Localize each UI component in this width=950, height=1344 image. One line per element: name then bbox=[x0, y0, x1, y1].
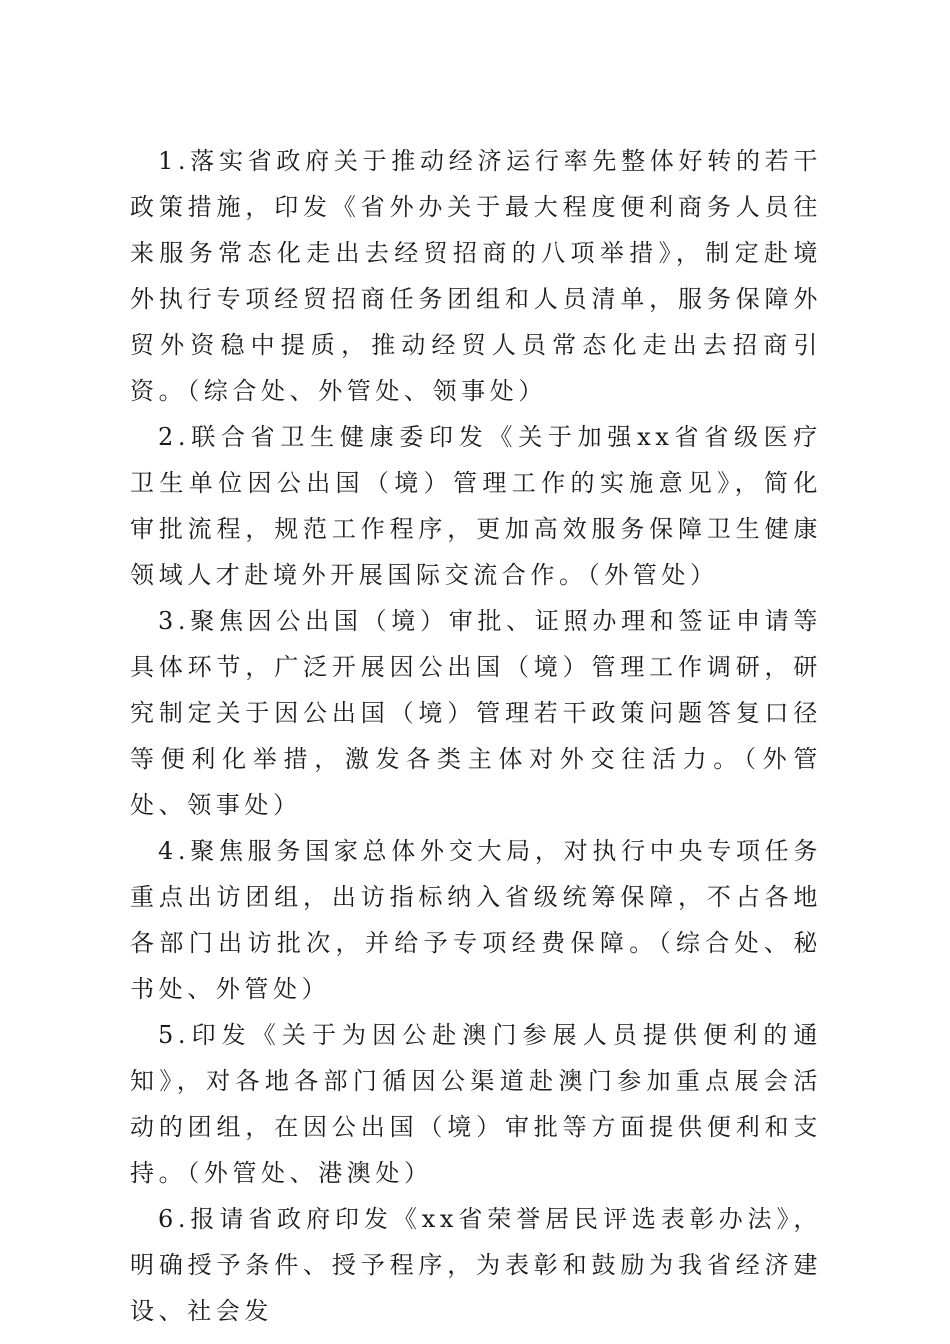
paragraph-1: 1.落实省政府关于推动经济运行率先整体好转的若干政策措施，印发《省外办关于最大程度便利商务人员往来服务常态化走出去经贸招商的八项举措》，制定赴境外执行专项经贸招商任务团组和人员清单，服务保障外贸外资稳中提质，推动经贸人员常态化走出去招商引资。（综合处、外管处、领事处） bbox=[130, 147, 822, 405]
paragraph-4: 4.聚焦服务国家总体外交大局，对执行中央专项任务重点出访团组，出访指标纳入省级统筹保障，不占各地各部门出访批次，并给予专项经费保障。（综合处、秘书处、外管处） bbox=[130, 837, 822, 1003]
document-body bbox=[130, 138, 822, 1334]
paragraph-2: 2.联合省卫生健康委印发《关于加强xx省省级医疗卫生单位因公出国（境）管理工作的实施意见》，简化审批流程，规范工作程序，更加高效服务保障卫生健康领域人才赴境外开展国际交流合作。（外管处） bbox=[130, 423, 822, 589]
paragraph-6: 6.报请省政府印发《xx省荣誉居民评选表彰办法》，明确授予条件、授予程序，为表彰和鼓励为我省经济建设、社会发 bbox=[130, 1205, 822, 1325]
paragraph-5: 5.印发《关于为因公赴澳门参展人员提供便利的通知》，对各地各部门循因公渠道赴澳门参加重点展会活动的团组，在因公出国（境）审批等方面提供便利和支持。（外管处、港澳处） bbox=[130, 1021, 822, 1187]
paragraph-3: 3.聚焦因公出国（境）审批、证照办理和签证申请等具体环节，广泛开展因公出国（境）管理工作调研，研究制定关于因公出国（境）管理若干政策问题答复口径等便利化举措，激发各类主体对外交往活力。（外管处、领事处） bbox=[130, 607, 822, 819]
